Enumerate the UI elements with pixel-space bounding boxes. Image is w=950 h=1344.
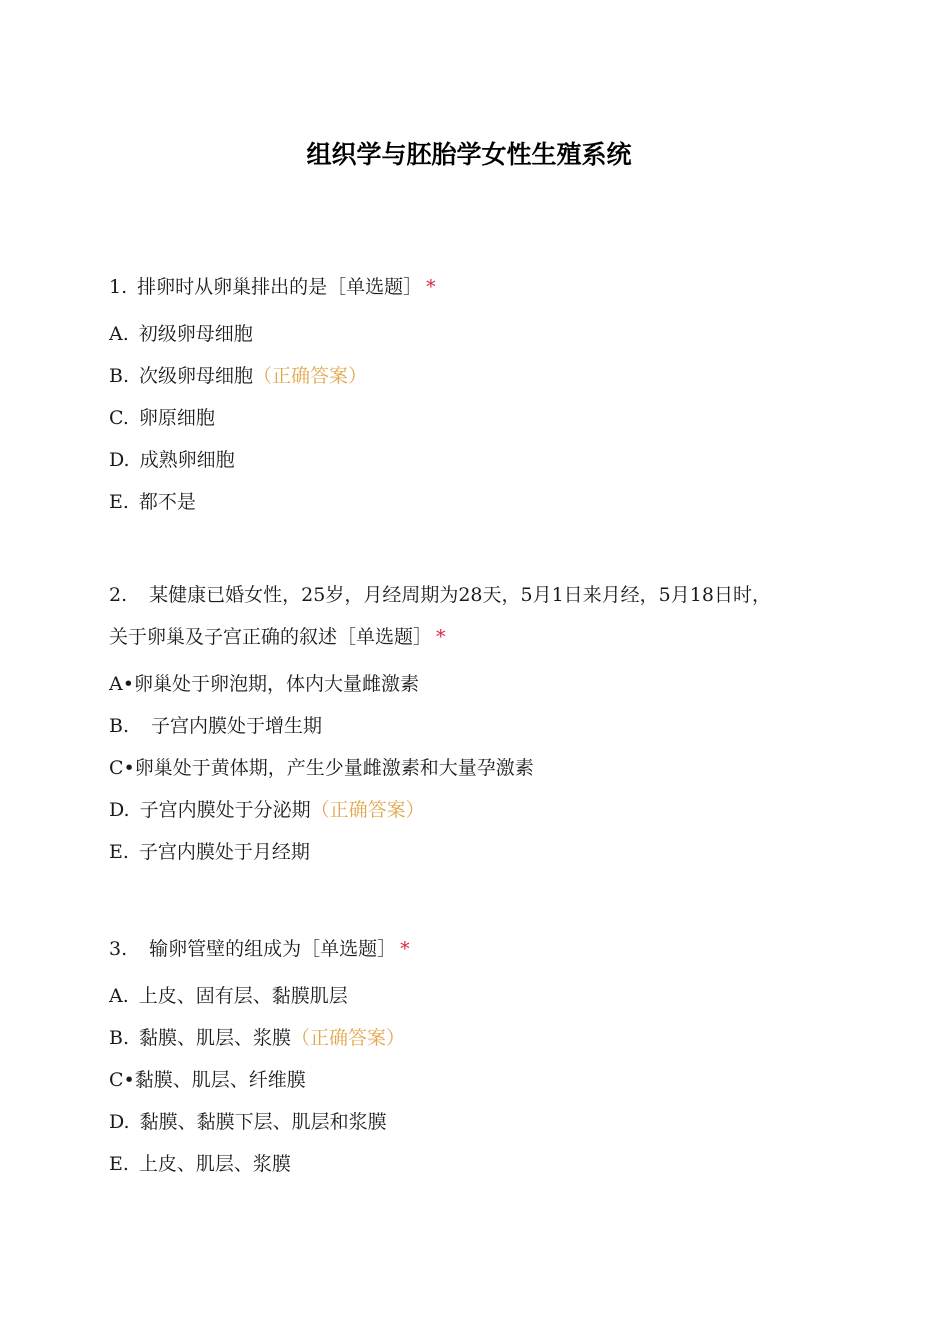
required-mark: * <box>400 938 410 960</box>
option-c <box>109 1059 839 1101</box>
question-text: 输卵管壁的组成为［单选题］ <box>149 938 397 960</box>
option-text: 子宫内膜处于分泌期 <box>139 799 311 821</box>
option-letter: B. <box>109 365 130 387</box>
option-text: 卵原细胞 <box>138 407 215 429</box>
option-text: 次级卵母细胞 <box>139 365 254 387</box>
option-letter: E. <box>109 841 129 863</box>
question-text-line-2: 关于卵巢及子宫正确的叙述［单选题］ <box>109 626 433 648</box>
required-mark: * <box>426 276 436 298</box>
correct-answer-label: （正确答案） <box>310 799 425 821</box>
option-letter: E. <box>109 1153 129 1175</box>
option-letter: C. <box>109 407 129 429</box>
option-letter: A. <box>109 985 129 1007</box>
option-c <box>109 397 839 439</box>
option-a <box>109 663 839 705</box>
option-letter: E. <box>109 491 129 513</box>
option-c <box>109 747 839 789</box>
option-text: 初级卵母细胞 <box>138 323 253 345</box>
option-letter: D. <box>109 449 130 471</box>
question-stem <box>109 574 839 658</box>
option-text: 子宫内膜处于增生期 <box>151 715 323 737</box>
option-text: 都不是 <box>138 491 196 513</box>
question-number: 3. <box>109 938 128 960</box>
option-letter: D. <box>109 1111 130 1133</box>
question-1 <box>109 266 839 523</box>
document-title: 组织学与胚胎学女性生殖系统 <box>306 140 632 169</box>
option-text: 子宫内膜处于月经期 <box>138 841 310 863</box>
option-b <box>109 705 839 747</box>
question-stem <box>109 928 839 970</box>
option-letter: C• <box>109 757 135 779</box>
question-text: 排卵时从卵巢排出的是［单选题］ <box>137 276 423 298</box>
question-number: 1. <box>109 276 128 298</box>
option-a <box>109 975 839 1017</box>
option-letter: B. <box>109 715 130 737</box>
option-letter: C• <box>109 1069 135 1091</box>
option-text: 上皮、肌层、浆膜 <box>138 1153 291 1175</box>
correct-answer-label: （正确答案） <box>253 365 368 387</box>
question-3 <box>109 928 839 1185</box>
option-text: 卵巢处于黄体期，产生少量雌激素和大量孕激素 <box>134 757 534 779</box>
option-text: 卵巢处于卵泡期，体内大量雌激素 <box>133 673 419 695</box>
option-e <box>109 1143 839 1185</box>
option-text: 黏膜、黏膜下层、肌层和浆膜 <box>139 1111 387 1133</box>
option-letter: A• <box>109 673 134 695</box>
question-number: 2. <box>109 584 128 606</box>
option-b <box>109 355 839 397</box>
option-letter: A. <box>109 323 129 345</box>
option-b <box>109 1017 839 1059</box>
option-letter: D. <box>109 799 130 821</box>
required-mark: * <box>436 626 446 648</box>
option-e <box>109 831 839 873</box>
option-text: 黏膜、肌层、纤维膜 <box>134 1069 306 1091</box>
option-a <box>109 313 839 355</box>
question-stem <box>109 266 839 308</box>
option-e <box>109 481 839 523</box>
question-2 <box>109 574 839 873</box>
question-text-line-1: 某健康已婚女性，25岁，月经周期为28天，5月1日来月经，5月18日时， <box>149 584 771 606</box>
option-d <box>109 789 839 831</box>
option-text: 上皮、固有层、黏膜肌层 <box>138 985 348 1007</box>
option-text: 成熟卵细胞 <box>139 449 235 471</box>
option-text: 黏膜、肌层、浆膜 <box>139 1027 292 1049</box>
option-d <box>109 439 839 481</box>
option-letter: B. <box>109 1027 130 1049</box>
correct-answer-label: （正确答案） <box>291 1027 406 1049</box>
option-d <box>109 1101 839 1143</box>
